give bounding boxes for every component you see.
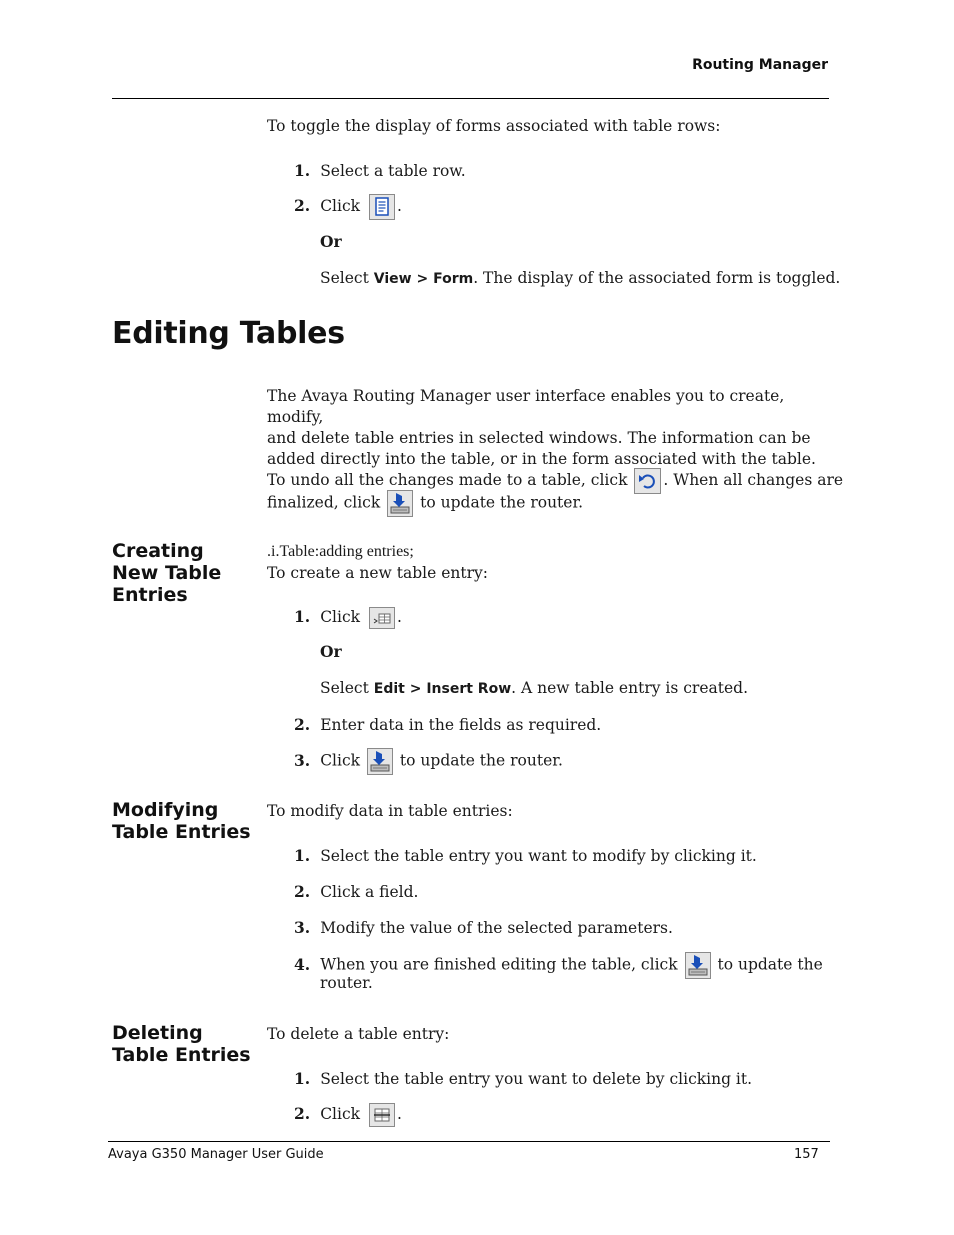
select-rest: . A new table entry is created. [511,679,749,697]
finalize-line [267,490,583,517]
form-view-icon[interactable] [369,194,395,220]
creating-heading-line-3: Entries [112,584,188,606]
modifying-heading [112,799,262,843]
deleting-step-2 [294,1103,402,1127]
step-text: Select the table entry you want to delete by clicking it. [320,1070,753,1088]
step-text: Click a field. [320,883,419,901]
modifying-heading-line-2: Table Entries [112,821,251,843]
step-text: Click [320,751,361,770]
editing-para-line-1: The Avaya Routing Manager user interface enables you to create, modify, [267,387,785,426]
modifying-step-1 [294,845,757,867]
editing-para-line-2: and delete table entries in selected windows. The information can be [267,429,811,447]
creating-alt-text [320,678,748,700]
modifying-step-3 [294,917,673,939]
toggle-step-1 [294,160,466,182]
header-rule [112,98,829,99]
editing-para-line-3: added directly into the table, or in the form associated with the table. [267,450,816,468]
step-end: . [396,608,402,626]
select-word: Select [320,679,369,697]
step-text: Click [320,197,361,215]
step-number: 3. [294,918,311,937]
footer-page-number: 157 [794,1147,819,1162]
creating-step-3 [294,748,563,775]
modifying-intro: To modify data in table entries: [267,802,513,820]
step-number: 2. [294,882,311,901]
deleting-heading-line-1: Deleting [112,1022,203,1044]
step-number: 1. [294,1069,311,1088]
page-title: Editing Tables [112,316,345,351]
step-text: Select the table entry you want to modify by clicking it. [320,847,757,865]
step-number: 4. [294,954,311,974]
footer-rule [108,1141,830,1142]
step-text: Click [320,1105,361,1123]
creating-step-2 [294,714,601,736]
modifying-heading-line-1: Modifying [112,799,219,821]
menu-path-edit-insert-row: Edit > Insert Row [373,681,512,697]
index-marker: .i.Table:adding entries; [267,543,414,560]
toggle-intro-text: To toggle the display of forms associated with table rows: [267,117,721,135]
step-number: 1. [294,846,311,865]
toggle-step-2 [294,194,402,220]
update-router-icon[interactable] [367,748,393,775]
finalize-text-after: to update the router. [420,493,584,512]
step-text: Enter data in the fields as required. [320,716,602,734]
creating-heading [112,540,262,606]
step-number: 2. [294,1104,311,1123]
step-number: 1. [294,607,311,626]
modifying-step-4 [294,952,823,979]
step-text: When you are finished editing the table, click [320,955,678,974]
step-rest: to update the [717,955,823,974]
select-word: Select [320,269,369,287]
or-label: Or [320,232,342,251]
step-number: 2. [294,196,311,215]
step-text: Select a table row. [320,162,466,180]
deleting-heading-line-2: Table Entries [112,1044,251,1066]
update-router-icon[interactable] [685,952,711,979]
step-rest: to update the router. [399,751,563,770]
creating-intro: To create a new table entry: [267,564,488,582]
select-rest: . The display of the associated form is toggled. [473,269,841,287]
insert-row-icon[interactable] [369,607,395,629]
running-header: Routing Manager [692,57,828,73]
or-label: Or [320,642,342,661]
toggle-alt-text [320,268,840,290]
update-router-icon[interactable] [387,490,413,517]
creating-heading-line-1: Creating [112,540,204,562]
modifying-step-2 [294,881,418,903]
deleting-step-1 [294,1068,752,1090]
undo-icon[interactable] [634,468,661,494]
step-end: . [396,1105,402,1123]
step-number: 3. [294,750,311,770]
step-text: Modify the value of the selected parameters. [320,919,673,937]
finalize-text-before: finalized, click [267,493,381,512]
menu-path-view-form: View > Form [373,271,474,287]
undo-text-before: To undo all the changes made to a table, click [267,471,628,489]
creating-step-1 [294,606,402,629]
deleting-heading [112,1022,262,1066]
delete-row-icon[interactable] [369,1103,395,1127]
step-number: 2. [294,715,311,734]
deleting-intro: To delete a table entry: [267,1025,450,1043]
creating-heading-line-2: New Table [112,562,222,584]
footer-guide-title: Avaya G350 Manager User Guide [108,1147,324,1162]
editing-paragraph [267,386,837,470]
modifying-step-4-continued: router. [320,974,373,992]
step-number: 1. [294,161,311,180]
step-text: Click [320,608,361,626]
undo-text-after: . When all changes are [663,471,844,489]
step-end: . [396,197,402,215]
